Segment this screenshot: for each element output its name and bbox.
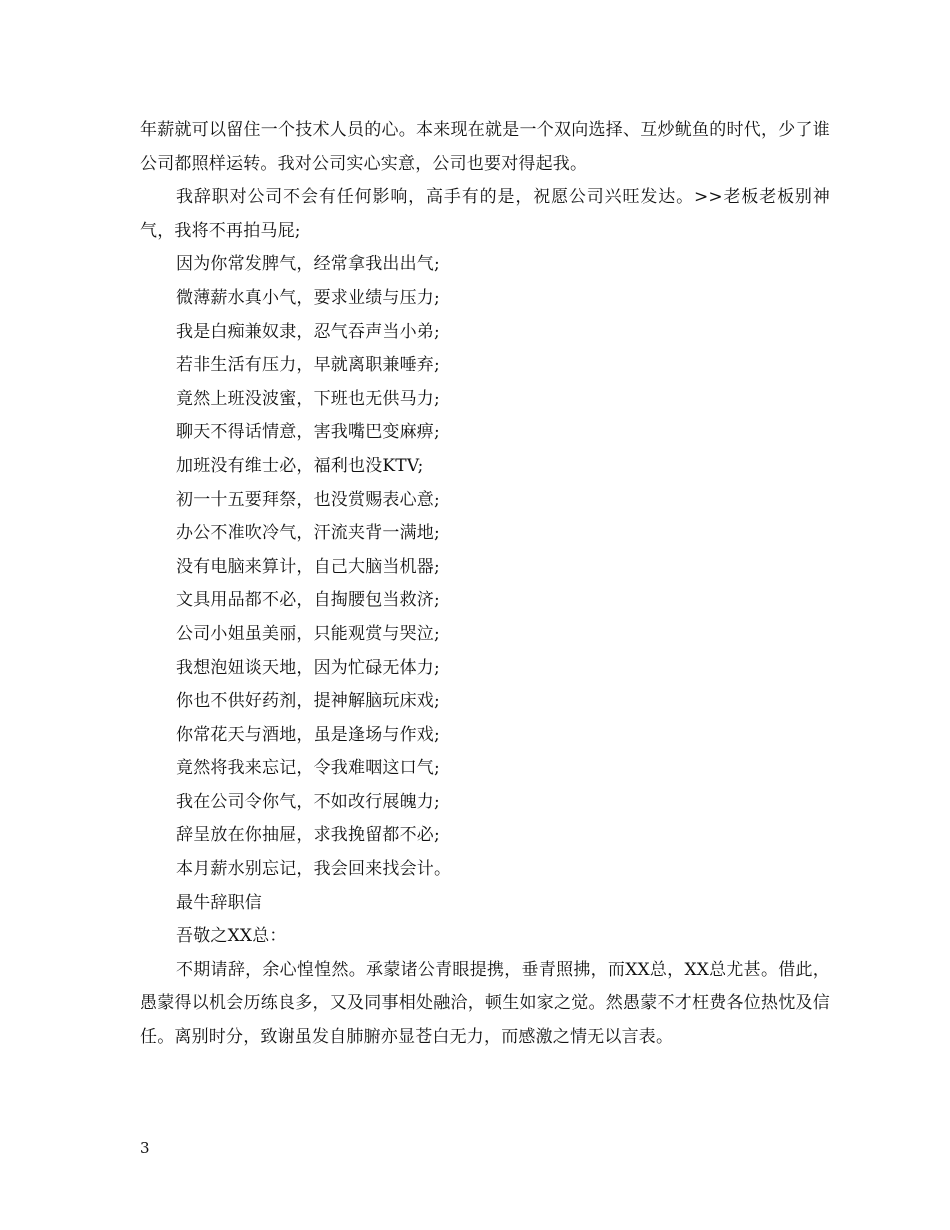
poem-line: 若非生活有压力，早就离职兼唾弃; — [176, 355, 440, 376]
poem-line: 文具用品都不必，自掏腰包当救济; — [176, 590, 440, 611]
page-number: 3 — [140, 1139, 150, 1157]
poem-line: 我在公司令你气，不如改行展魄力; — [176, 791, 440, 812]
document-body — [140, 114, 830, 1055]
poem-line: 微薄薪水真小气，要求业绩与压力; — [176, 287, 440, 308]
poem-line: 你也不供好药剂，提神解脑玩床戏; — [176, 691, 440, 712]
letter-salutation: 吾敬之XX总： — [176, 926, 287, 947]
poem-line: 加班没有维士必，福利也没KTV; — [176, 455, 424, 476]
poem-line: 公司小姐虽美丽，只能观赏与哭泣; — [176, 623, 440, 644]
poem-line: 我是白痴兼奴隶，忍气吞声当小弟; — [176, 321, 440, 342]
poem-line: 我想泡妞谈天地，因为忙碌无体力; — [176, 657, 440, 678]
poem-line: 竟然将我来忘记，令我难咽这口气; — [176, 758, 440, 779]
poem-line: 没有电脑来算计，自己大脑当机器; — [176, 556, 440, 577]
poem-line: 办公不准吹冷气，汗流夹背一满地; — [176, 523, 440, 544]
paragraph-resignation-statement: 我辞职对公司不会有任何影响，高手有的是，祝愿公司兴旺发达。>>老板老板别神气，我将不再拍马屁; — [140, 187, 830, 241]
paragraph-letter-body: 不期请辞，余心惶惶然。承蒙诸公青眼提携，垂青照拂，而XX总，XX总尤甚。借此，愚蒙得以机会历练良多，又及同事相处融洽，顿生如家之觉。然愚蒙不才枉费各位热忱及信任。离别时分，致谢虽发自肺腑亦显苍白无力，而感激之情无以言表。 — [140, 959, 830, 1048]
poem-line: 辞呈放在你抽屉，求我挽留都不必; — [176, 825, 440, 846]
section-heading: 最牛辞职信 — [176, 892, 262, 913]
poem-line: 本月薪水别忘记，我会回来找会计。 — [176, 859, 452, 880]
poem-line: 因为你常发脾气，经常拿我出出气; — [176, 254, 440, 275]
poem-line: 竟然上班没波蜜，下班也无供马力; — [176, 388, 440, 409]
poem-line: 初一十五要拜祭，也没赏赐表心意; — [176, 489, 440, 510]
poem-block — [140, 248, 830, 953]
poem-line: 你常花天与酒地，虽是逢场与作戏; — [176, 724, 440, 745]
poem-line: 聊天不得话情意，害我嘴巴变麻痹; — [176, 422, 440, 443]
paragraph-continuation: 年薪就可以留住一个技术人员的心。本来现在就是一个双向选择、互炒鱿鱼的时代，少了谁公司都照样运转。我对公司实心实意，公司也要对得起我。 — [140, 120, 830, 174]
